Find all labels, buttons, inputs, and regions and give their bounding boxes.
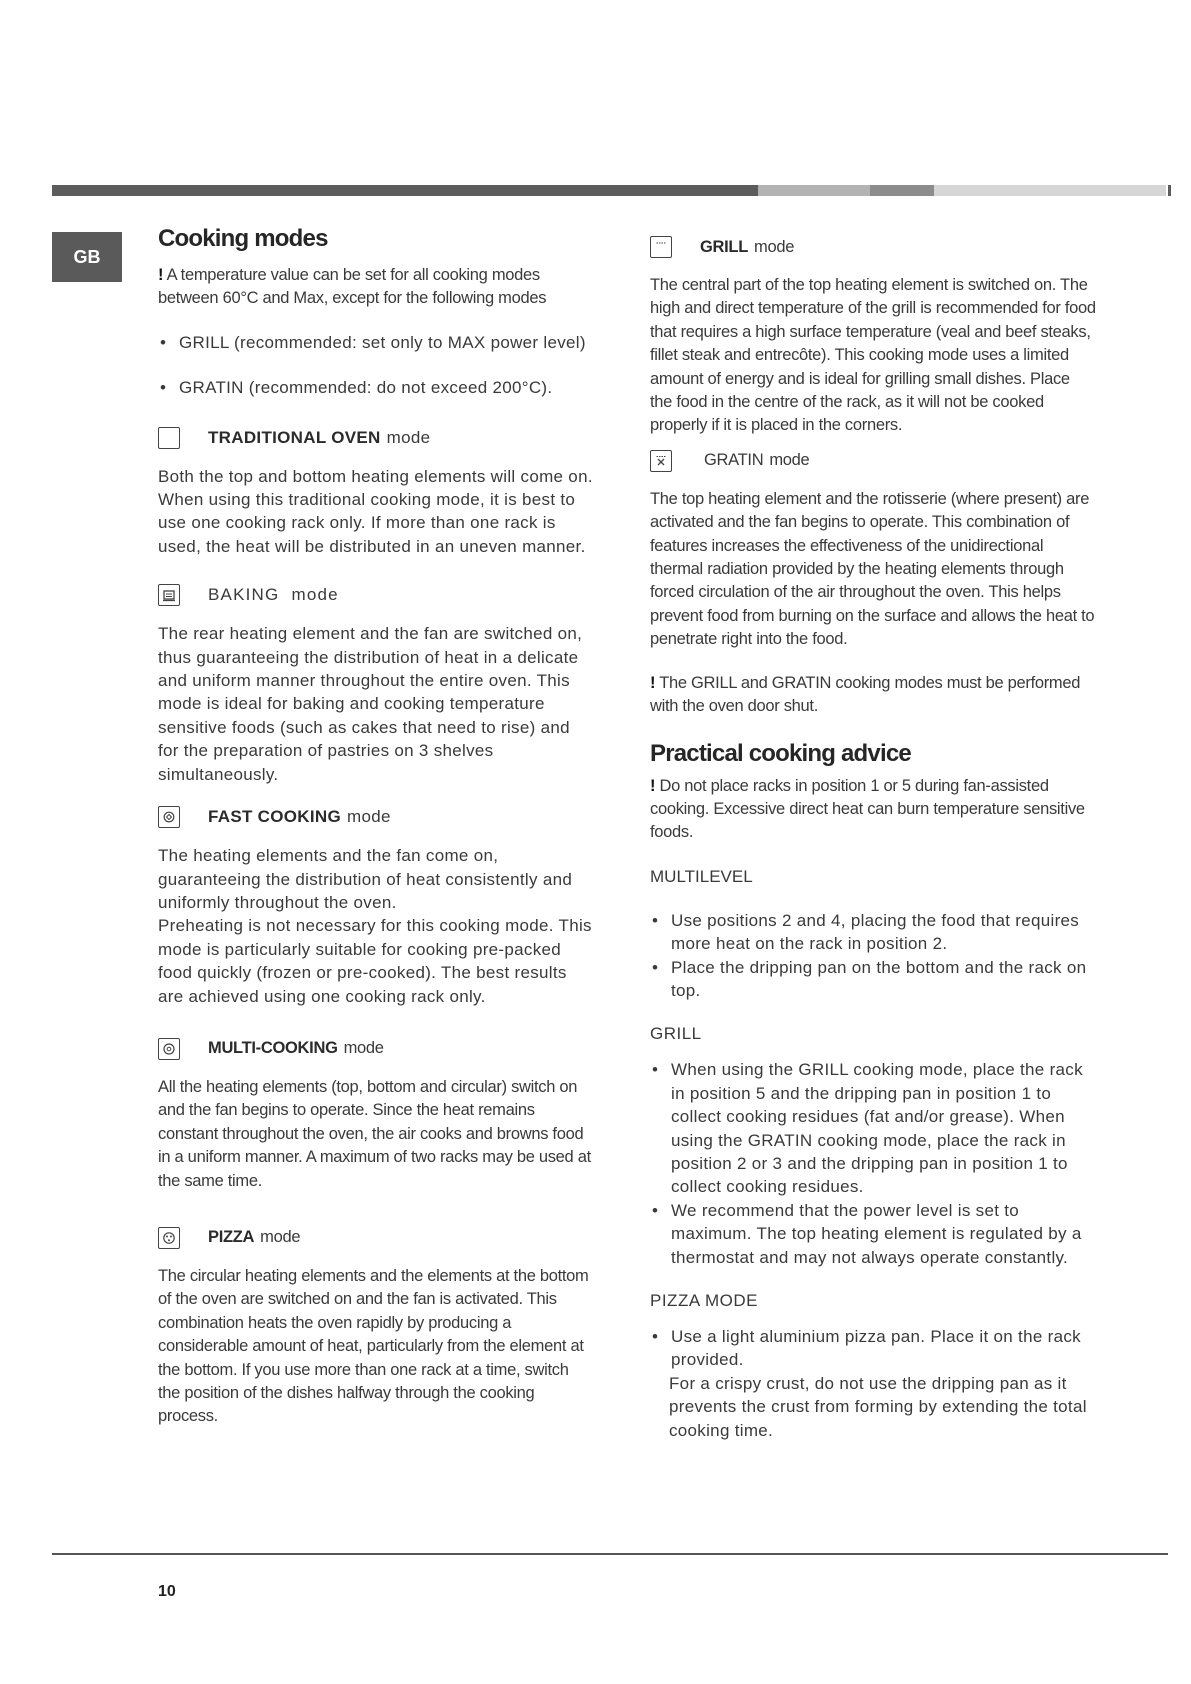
list-item: • GRATIN (recommended: do not exceed 200°C). <box>158 376 594 399</box>
mode-name: BAKING <box>208 585 280 605</box>
pizza-icon <box>158 1227 180 1249</box>
fast-cooking-heading <box>158 802 594 832</box>
fast-cooking-icon <box>158 806 180 828</box>
language-tab: GB <box>52 232 122 282</box>
advice-intro <box>650 775 1096 845</box>
grill-advice-list <box>650 1058 1096 1269</box>
intro-paragraph <box>158 264 594 311</box>
intro-text: A temperature value can be set for all cooking modes between 60°C and Max, except for the following modes <box>158 266 547 308</box>
pizza-advice-list <box>650 1325 1096 1372</box>
header-bar-dark-segment <box>52 185 758 196</box>
grill-advice-heading: GRILL <box>650 1024 702 1044</box>
mode-suffix: mode <box>347 807 391 827</box>
mode-suffix: mode <box>386 427 431 447</box>
mode-name: PIZZA <box>208 1228 255 1247</box>
right-column <box>650 232 1096 1442</box>
grill-description: The central part of the top heating element is switched on. The high and direct temperature of the grill is recommended for food that requires a high surface temperature (veal and beef steaks, fillet steak and entrecôte). This cooking mode uses a limited amount of energy and is ideal for grilling small dishes. Place the food in the centre of the rack, as it will not be cooked properly if it is placed in the corners. <box>650 276 1096 435</box>
mode-name: TRADITIONAL OVEN <box>208 427 381 447</box>
list-item: • We recommend that the power level is set to maximum. The top heating element is regulated by a thermostat and may not always operate constantly. <box>650 1199 1096 1269</box>
pizza-advice-heading: PIZZA MODE <box>650 1291 758 1310</box>
baking-description: The rear heating element and the fan are switched on, thus guaranteeing the distribution of heat in a delicate and uniform manner throughout the entire oven. This mode is ideal for baking and cooking temperature sensitive foods (such as cakes that need to rise) and for the preparation of pastries on 3 shelves simultaneously. <box>158 624 583 784</box>
list-item: • GRILL (recommended: set only to MAX power level) <box>158 331 594 354</box>
warning-text: The GRILL and GRATIN cooking modes must be performed with the oven door shut. <box>650 673 1081 716</box>
grill-gratin-warning <box>650 672 1096 719</box>
fast-cooking-description-2: Preheating is not necessary for this cooking mode. This mode is particularly suitable for cooking pre-packed food quickly (frozen or pre-cooked). The best results are achieved using one cooking rack only. <box>158 916 592 1006</box>
header-bar-light-segment <box>758 185 870 196</box>
header-color-bar <box>52 185 1168 196</box>
multi-cooking-description: All the heating elements (top, bottom and circular) switch on and the fan begins to operate. Since the heat remains constant throughout the oven, the air cooks and browns food in a uniform manner. A maximum of two racks may be used at the same time. <box>158 1077 591 1190</box>
mode-suffix: mode <box>343 1039 384 1058</box>
baking-icon <box>158 584 180 606</box>
mode-name: FAST COOKING <box>208 807 341 827</box>
gratin-heading <box>650 446 1096 476</box>
mode-name: GRATIN <box>704 451 764 470</box>
restricted-modes-list <box>158 331 594 354</box>
header-bar-mid-segment <box>870 185 934 196</box>
warning-mark: ! <box>158 266 164 284</box>
gratin-description: The top heating element and the rotisserie (where present) are activated and the fan begins to operate. This combination of features increases the effectiveness of the unidirectional thermal radiation provided by the heating elements through forced circulation of the air throughout the oven. This helps prevent food from burning on the surface and allows the heat to penetrate right into the food. <box>650 489 1095 649</box>
header-bar-end-tick <box>1168 185 1171 196</box>
grill-icon <box>650 236 672 258</box>
pizza-heading <box>158 1223 594 1253</box>
gratin-icon <box>650 450 672 472</box>
advice-intro-text: Do not place racks in position 1 or 5 during fan-assisted cooking. Excessive direct heat can burn temperature sensitive foods. <box>650 776 1085 842</box>
fast-cooking-description: The heating elements and the fan come on, guaranteeing the distribution of heat consistently and uniformly throughout the oven. <box>158 846 573 912</box>
pizza-advice-extra: For a crispy crust, do not use the dripping pan as it prevents the crust from forming by extending the total cooking time. <box>669 1373 1087 1440</box>
mode-name: GRILL <box>700 237 748 256</box>
list-item: • Use a light aluminium pizza pan. Place it on the rack provided. <box>650 1325 1096 1372</box>
mode-name: MULTI-COOKING <box>208 1039 338 1058</box>
header-bar-pale-segment <box>934 185 1166 196</box>
list-item: • Place the dripping pan on the bottom and the rack on top. <box>650 956 1096 1003</box>
mode-suffix: mode <box>754 237 795 256</box>
mode-suffix: mode <box>769 451 810 470</box>
multilevel-list <box>650 909 1096 1003</box>
multilevel-heading: MULTILEVEL <box>650 866 753 886</box>
baking-heading <box>158 580 594 610</box>
mode-suffix: mode <box>291 585 339 605</box>
list-item: • When using the GRILL cooking mode, place the rack in position 5 and the dripping pan in position 1 to collect cooking residues (fat and/or grease). When using the GRATIN cooking mode, place the rack in position 2 or 3 and the dripping pan in position 1 to collect cooking residues. <box>650 1058 1096 1198</box>
pizza-description: The circular heating elements and the elements at the bottom of the oven are switched on and the fan is activated. This combination heats the oven rapidly by producing a considerable amount of heat, particularly from the element at the bottom. If you use more than one rack at a time, switch the position of the dishes halfway through the cooking process. <box>158 1266 589 1426</box>
grill-heading <box>650 232 1096 262</box>
restricted-modes-list <box>158 376 594 399</box>
multi-cooking-heading <box>158 1034 594 1064</box>
practical-advice-title: Practical cooking advice <box>650 739 911 767</box>
mode-suffix: mode <box>260 1228 301 1247</box>
traditional-oven-description: Both the top and bottom heating elements will come on. When using this traditional cooking mode, it is best to use one cooking rack only. If more than one rack is used, the heat will be distributed in an uneven manner. <box>158 466 593 556</box>
warning-mark: ! <box>650 673 656 692</box>
left-column <box>158 224 594 1429</box>
page-number: 10 <box>158 1583 176 1600</box>
traditional-oven-icon <box>158 427 180 449</box>
cooking-modes-title: Cooking modes <box>158 225 328 252</box>
list-item: • Use positions 2 and 4, placing the food that requires more heat on the rack in position 2. <box>650 909 1096 956</box>
traditional-oven-heading <box>158 423 594 453</box>
warning-mark: ! <box>650 776 656 795</box>
footer-rule <box>52 1553 1168 1555</box>
multi-cooking-icon <box>158 1038 180 1060</box>
